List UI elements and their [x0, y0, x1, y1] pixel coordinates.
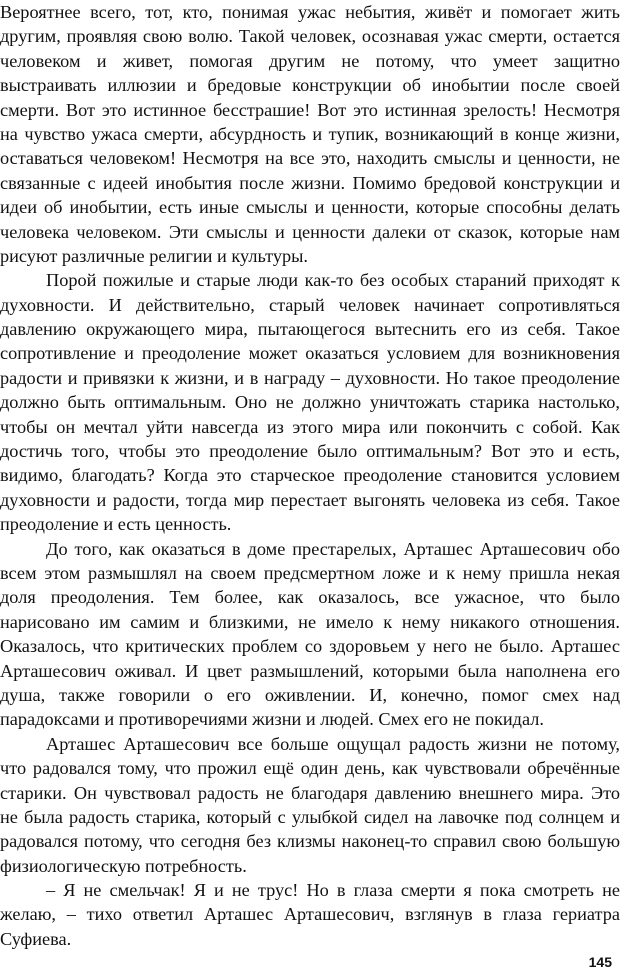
text-line: не была радость старика, который с улыбкой сидел на лавочке под солнцем и [0, 806, 620, 827]
text-line: рисуют различные религии и культуры. [0, 245, 308, 266]
text-line: на чувство ужаса смерти, абсурдность и тупик, возникающий в конце жизни, [0, 123, 620, 144]
text-line: Суфиева. [0, 928, 72, 949]
text-line: желаю, – тихо ответил Арташес Арташесович, взглянув в глаза гериатра [0, 904, 620, 925]
text-line: сопротивление и преодоление может оказаться условием для возникновения [0, 343, 620, 364]
text-line: нарисовано им самим и близкими, не имело к нему никакого отношения. [0, 611, 620, 632]
text-line: радовался потому, что сегодня без клизмы наконец-то справил свою большую [0, 831, 620, 852]
text-line: смерти. Вот это истинное бесстрашие! Вот это истинная зрелость! Несмотря [0, 99, 620, 120]
text-line: всем этом размышлял на своем предсмертном ложе и к нему пришла некая [0, 562, 620, 583]
text-line: Оказалось, что критических проблем со здоровьем у него не было. Арташес [0, 636, 620, 657]
text-line: человеком и живет, помогая другим не потому, что умеет защитно [0, 50, 620, 71]
text-line: парадоксами и противоречиями жизни и людей. Смех его не покидал. [0, 709, 544, 730]
text-line: что радовался тому, что прожил ещё один день, как чувствовали обречённые [0, 758, 620, 779]
paragraph-2 [0, 268, 620, 536]
text-line: оставаться человеком! Несмотря на все это, находить смыслы и ценности, не [0, 148, 620, 169]
paragraph-1 [0, 0, 620, 268]
text-line: – Я не смельчак! Я и не трус! Но в глаза смерти я пока смотреть не [46, 880, 620, 901]
paragraph-3 [0, 537, 620, 732]
text-line: достичь того, чтобы это преодоление было оптимальным? Вот это и есть, [0, 441, 620, 462]
text-line: видимо, благодать? Когда это старческое преодоление становится условием [0, 465, 620, 486]
text-line: преодоление и есть ценность. [0, 514, 232, 535]
paragraph-5 [0, 878, 620, 951]
text-line: Вероятнее всего, тот, кто, понимая ужас небытия, живёт и помогает жить [0, 2, 620, 22]
text-line: До того, как оказаться в доме престарелых, Арташес Арташесович обо [46, 538, 620, 559]
text-line: Арташесович оживал. И цвет размышлений, которыми была наполнена его [0, 660, 620, 681]
text-line: чтобы он мечтал уйти навсегда из этого мира или покончить с собой. Как [0, 416, 620, 437]
text-line: доля преодоления. Тем более, как оказалось, все ужасное, что было [0, 587, 620, 608]
text-line: старики. Он чувствовал радость не благодаря давлению внешнего мира. Это [0, 782, 620, 803]
text-line: идеи об инобытии, есть иные смыслы и ценности, которые способны делать [0, 197, 620, 218]
page-number: 145 [588, 954, 612, 970]
text-line: радости и привязки к жизни, и в награду – духовности. Но такое преодоление [0, 367, 620, 388]
text-line: человека человеком. Эти смыслы и ценности далеки от сказок, которые нам [0, 221, 620, 242]
text-line: душа, также говорили о его оживлении. И, конечно, помог смех над [0, 684, 620, 705]
paragraph-4 [0, 732, 620, 878]
text-line: Порой пожилые и старые люди как-то без особых стараний приходят к [46, 270, 620, 291]
text-line: другим, проявляя свою волю. Такой человек, осознавая ужас смерти, остается [0, 26, 620, 47]
text-line: физиологическую потребность. [0, 855, 247, 876]
text-line: Арташес Арташесович все больше ощущал радость жизни не потому, [46, 733, 620, 754]
text-line: давлению окружающего мира, пытающегося вытеснить его из себя. Такое [0, 319, 620, 340]
text-line: духовности. И действительно, старый человек начинает сопротивляться [0, 294, 620, 315]
text-line: должно быть оптимальным. Оно не должно уничтожать старика настолько, [0, 392, 620, 413]
text-line: связанные с идеей инобытия после жизни. Помимо бредовой конструкции и [0, 172, 620, 193]
text-line: духовности и радости, тогда мир перестает выгонять человека из себя. Такое [0, 489, 620, 510]
text-line: выстраивать иллюзии и бредовые конструкции об инобытии после своей [0, 75, 620, 96]
